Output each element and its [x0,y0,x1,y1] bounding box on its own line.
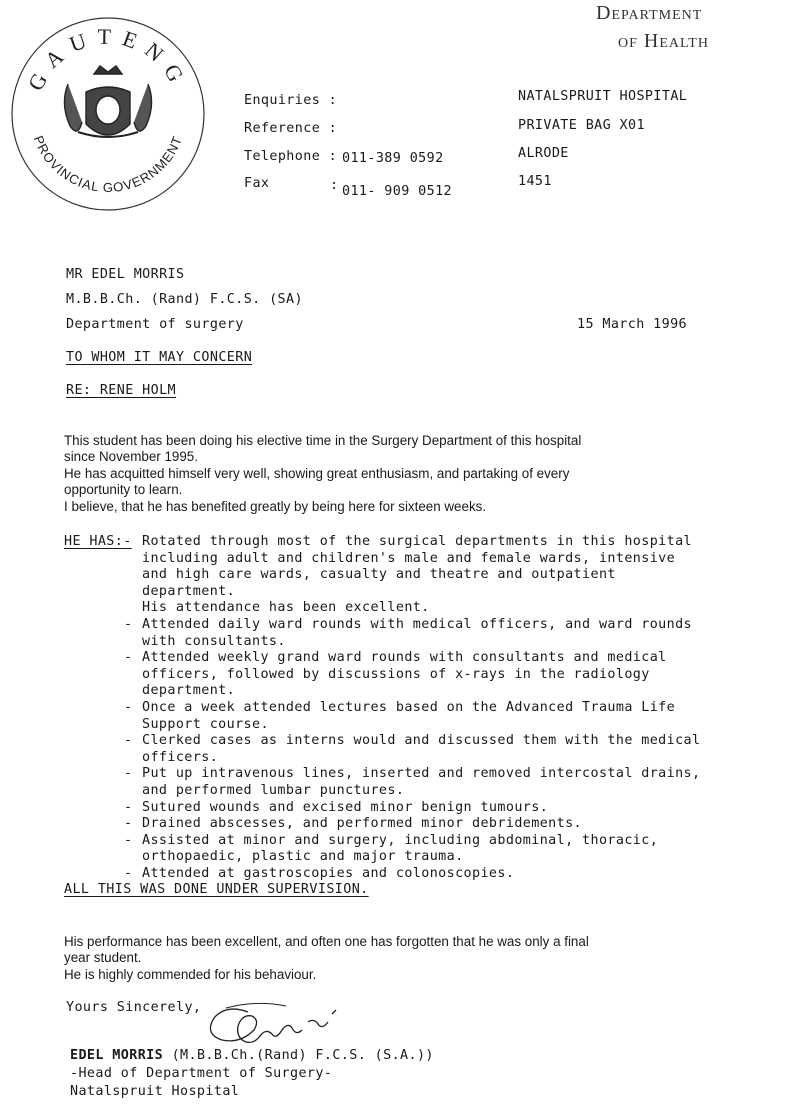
list-item-text: department. [142,583,236,599]
signer-qualifications: (M.B.B.Ch.(Rand) F.C.S. (S.A.)) [171,1048,434,1063]
intro-line: I believe, that he has benefited greatly by being here for sixteen weeks. [64,498,487,514]
recipient-qualifications: M.B.B.Ch. (Rand) F.C.S. (SA) [66,292,303,307]
list-item-text: Support course. [142,716,269,732]
letter-date: 15 March 1996 [577,317,688,332]
telephone-label: Telephone : [244,149,338,164]
seal-top-text: GAUTENG [22,23,194,95]
he-has-heading: HE HAS:- [64,534,132,549]
telephone-value: 011-389 0592 [342,151,444,166]
department-title: Department [596,2,703,24]
list-item-text: and performed lumbar punctures. [142,782,405,798]
list-item-text: officers, followed by discussions of x-rays in the radiology [142,666,650,682]
svg-text:GAUTENG [23,24,194,95]
closing-paragraph [64,934,589,983]
recipient-department: Department of surgery [66,317,244,332]
list-item-text: including adult and children's male and female wards, intensive [142,550,676,566]
list-dash: - [124,733,133,749]
reference-label: Reference : [244,121,338,136]
list-item-text: Rotated through most of the surgical departments in this hospital [142,534,693,549]
list-dash: - [124,865,133,881]
intro-line: This student has been doing his elective time in the Surgery Department of this hospital [64,433,582,448]
yours-sincerely: Yours Sincerely, [66,1000,202,1015]
list-item-text: His attendance has been excellent. [142,600,430,616]
salutation: TO WHOM IT MAY CONCERN [66,350,253,365]
list-dash: - [124,816,133,832]
handwritten-signature [196,1000,356,1052]
closing-line: He is highly commended for his behaviour. [64,966,317,982]
department-subtitle: of Health [618,30,709,52]
list-item-text: with consultants. [142,633,286,649]
intro-paragraph [64,433,581,515]
signature-icon [196,1000,356,1052]
list-item-text: Attended at gastroscopies and colonoscopies. [142,865,515,881]
supervision-statement: ALL THIS WAS DONE UNDER SUPERVISION. [64,882,369,898]
closing-line: His performance has been excellent, and often one has forgotten that he was only a final [64,934,589,949]
list-dash: - [124,650,133,666]
intro-line: opportunity to learn. [64,482,183,498]
list-item-text: Drained abscesses, and performed minor debridements. [142,816,583,832]
list-item-text: orthopaedic, plastic and major trauma. [142,849,464,865]
list-item-text: Attended weekly grand ward rounds with consultants and medical [142,650,667,666]
closing-line: year student. [64,950,142,966]
address-line-4: 1451 [518,174,552,189]
list-dash: - [124,799,133,815]
address-line-2: PRIVATE BAG X01 [518,118,645,133]
address-line-3: ALRODE [518,146,569,161]
recipient-name: MR EDEL MORRIS [66,267,185,282]
list-dash: - [124,766,133,782]
seal-bottom-text: PROVINCIAL GOVERNMENT [30,133,186,196]
signer-title: -Head of Department of Surgery- [70,1066,333,1081]
fax-label: Fax [244,176,270,191]
fax-colon: : [330,178,339,193]
list-item-text: Assisted at minor and surgery, including abdominal, thoracic, [142,832,659,848]
list-item-text: Once a week attended lectures based on the Advanced Trauma Life [142,699,676,715]
signer-name: EDEL MORRIS [70,1048,164,1063]
intro-line: He has acquitted himself very well, showing great enthusiasm, and partaking of every [64,465,570,481]
list-item-text: Clerked cases as interns would and discussed them with the medical [142,733,701,749]
address-line-1: NATALSPRUIT HOSPITAL [518,89,688,104]
enquiries-label: Enquiries : [244,93,338,108]
list-item-text: officers. [142,749,219,765]
svg-text:PROVINCIAL GOVERNMENT [31,134,185,195]
list-item-text: department. [142,683,236,699]
coat-of-arms-icon [8,14,208,214]
list-dash: - [124,699,133,715]
list-item-text: and high care wards, casualty and theatre and outpatient [142,567,616,583]
signer-hospital: Natalspruit Hospital [70,1084,240,1099]
list-dash: - [124,832,133,848]
list-item-text: Sutured wounds and excised minor benign tumours. [142,799,549,815]
list-item-text: Attended daily ward rounds with medical officers, and ward rounds [142,616,693,632]
list-item-text: Put up intravenous lines, inserted and removed intercostal drains, [142,766,701,782]
intro-line: since November 1995. [64,449,198,465]
list-dash: - [124,616,133,632]
signer-line [70,1048,434,1063]
subject-line: RE: RENE HOLM [66,383,177,398]
gauteng-seal-logo [8,14,208,214]
fax-value: 011- 909 0512 [342,184,453,199]
